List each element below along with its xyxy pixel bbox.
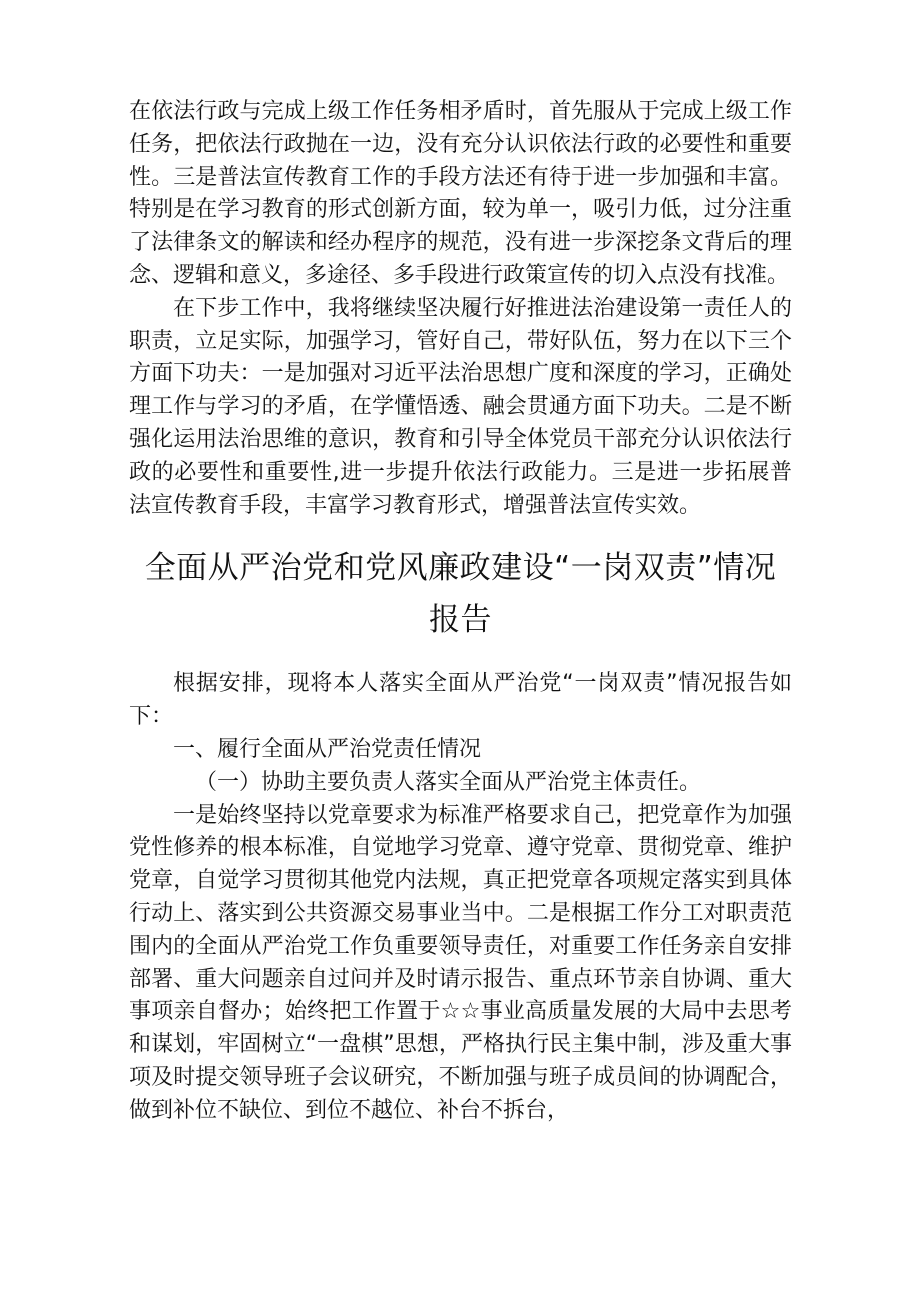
- report-title: [129, 542, 792, 646]
- subsection-heading: （一）协助主要负责人落实全面从严治党主体责任。: [195, 769, 702, 795]
- intro-paragraph: 根据安排，现将本人落实全面从严治党“一岗双责”情况报告如下：: [129, 671, 793, 730]
- section-heading: 一、履行全面从严治党责任情况: [173, 736, 482, 762]
- body-paragraph-1: 在依法行政与完成上级工作任务相矛盾时，首先服从于完成上级工作任务，把依法行政抛在一边，没有充分认识依法行政的必要性和重要性。三是普法宣传教育工作的手段方法还有待于进一步加强和丰富。特别是在学习教育的形式创新方面，较为单一，吸引力低，过分注重了法律条文的解读和经办程序的规范，没有进一步深挖条文背后的理念、逻辑和意义，多途径、多手段进行政策宣传的切入点没有找准。: [129, 99, 792, 288]
- body-paragraph-2: 在下步工作中，我将继续坚决履行好推进法治建设第一责任人的职责，立足实际，加强学习，管好自己，带好队伍，努力在以下三个方面下功夫：一是加强对习近平法治思想广度和深度的学习，正确处理工作与学习的矛盾，在学懂悟透、融会贯通方面下功夫。二是不断强化运用法治思维的意识，教育和引导全体党员干部充分认识依法行政的必要性和重要性,进一步提升依法行政能力。三是进一步拓展普法宣传教育手段，丰富学习教育形式，增强普法宣传实效。: [129, 295, 792, 518]
- report-title-line-1: 全面从严治党和党风廉政建设“一岗双责”情况: [144, 550, 777, 587]
- report-title-line-2: 报告: [429, 602, 492, 639]
- body-paragraph-3: 一是始终坚持以党章要求为标准严格要求自己，把党章作为加强党性修养的根本标准，自觉地学习党章、遵守党章、贯彻党章、维护党章，自觉学习贯彻其他党内法规，真正把党章各项规定落实到具体行动上、落实到公共资源交易事业当中。二是根据工作分工对职责范围内的全面从严治党工作负重要领导责任，对重要工作任务亲自安排部署、重大问题亲自过问并及时请示报告、重点环节亲自协调、重大事项亲自督办；始终把工作置于☆☆事业高质量发展的大局中去思考和谋划，牢固树立“一盘棋”思想，严格执行民主集中制，涉及重大事项及时提交领导班子会议研究，不断加强与班子成员间的协调配合，做到补位不缺位、到位不越位、补台不拆台，: [129, 802, 792, 1123]
